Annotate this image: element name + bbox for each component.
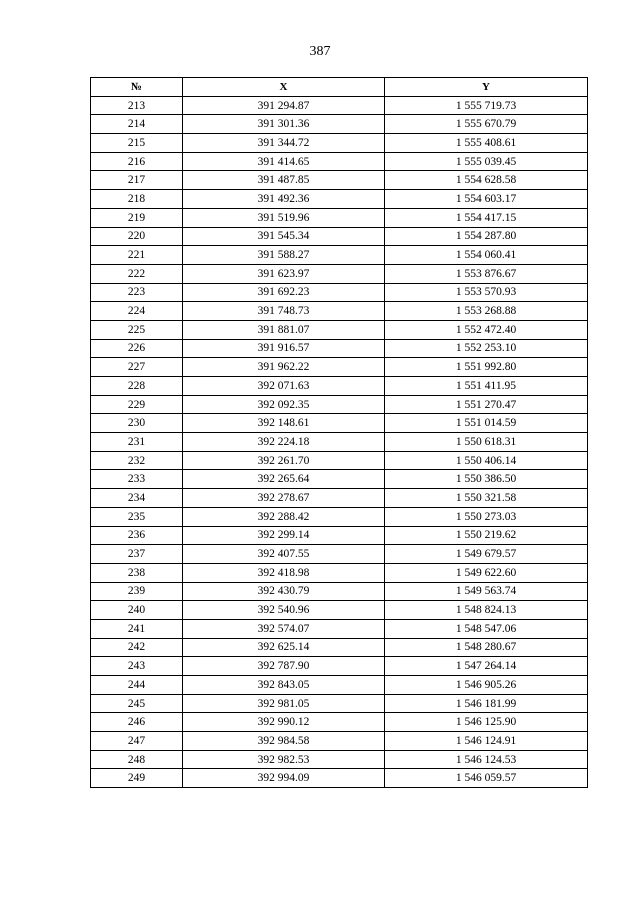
cell-x: 392 148.61 [183, 414, 385, 433]
table-row [91, 769, 588, 788]
table-row [91, 377, 588, 396]
cell-y: 1 546 905.26 [385, 676, 588, 695]
cell-number: 226 [91, 339, 183, 358]
table-row [91, 208, 588, 227]
cell-y: 1 547 264.14 [385, 657, 588, 676]
table-header [91, 78, 588, 97]
table-row [91, 171, 588, 190]
cell-x: 391 344.72 [183, 134, 385, 153]
table-row [91, 582, 588, 601]
cell-number: 249 [91, 769, 183, 788]
cell-x: 392 288.42 [183, 507, 385, 526]
cell-y: 1 551 992.80 [385, 358, 588, 377]
table-row [91, 134, 588, 153]
cell-x: 391 487.85 [183, 171, 385, 190]
cell-x: 391 301.36 [183, 115, 385, 134]
cell-y: 1 554 417.15 [385, 208, 588, 227]
cell-number: 240 [91, 601, 183, 620]
cell-x: 392 418.98 [183, 563, 385, 582]
cell-x: 392 430.79 [183, 582, 385, 601]
cell-number: 222 [91, 264, 183, 283]
cell-number: 236 [91, 526, 183, 545]
cell-x: 392 981.05 [183, 694, 385, 713]
cell-x: 392 224.18 [183, 433, 385, 452]
cell-y: 1 553 876.67 [385, 264, 588, 283]
cell-number: 214 [91, 115, 183, 134]
cell-x: 391 294.87 [183, 96, 385, 115]
cell-x: 392 625.14 [183, 638, 385, 657]
cell-y: 1 549 679.57 [385, 545, 588, 564]
cell-x: 392 299.14 [183, 526, 385, 545]
cell-x: 392 984.58 [183, 732, 385, 751]
cell-number: 242 [91, 638, 183, 657]
cell-y: 1 552 253.10 [385, 339, 588, 358]
table-row [91, 451, 588, 470]
table-row [91, 489, 588, 508]
table-row [91, 395, 588, 414]
table-row [91, 545, 588, 564]
cell-number: 215 [91, 134, 183, 153]
cell-number: 225 [91, 320, 183, 339]
cell-x: 392 982.53 [183, 750, 385, 769]
cell-number: 245 [91, 694, 183, 713]
header-x: X [183, 78, 385, 97]
table-row [91, 152, 588, 171]
cell-y: 1 551 270.47 [385, 395, 588, 414]
cell-y: 1 549 563.74 [385, 582, 588, 601]
cell-x: 392 407.55 [183, 545, 385, 564]
table-row [91, 657, 588, 676]
cell-x: 391 545.34 [183, 227, 385, 246]
cell-number: 213 [91, 96, 183, 115]
cell-y: 1 546 181.99 [385, 694, 588, 713]
cell-x: 391 623.97 [183, 264, 385, 283]
table-row [91, 264, 588, 283]
cell-number: 217 [91, 171, 183, 190]
cell-x: 391 519.96 [183, 208, 385, 227]
cell-y: 1 555 719.73 [385, 96, 588, 115]
table-row [91, 563, 588, 582]
cell-x: 392 843.05 [183, 676, 385, 695]
cell-number: 235 [91, 507, 183, 526]
cell-y: 1 550 219.62 [385, 526, 588, 545]
cell-y: 1 546 059.57 [385, 769, 588, 788]
cell-number: 234 [91, 489, 183, 508]
cell-y: 1 550 618.31 [385, 433, 588, 452]
cell-x: 392 071.63 [183, 377, 385, 396]
table-row [91, 601, 588, 620]
table-row [91, 732, 588, 751]
cell-x: 392 574.07 [183, 619, 385, 638]
cell-number: 239 [91, 582, 183, 601]
cell-number: 231 [91, 433, 183, 452]
cell-x: 391 492.36 [183, 190, 385, 209]
table-row [91, 96, 588, 115]
cell-x: 392 994.09 [183, 769, 385, 788]
cell-number: 248 [91, 750, 183, 769]
cell-number: 228 [91, 377, 183, 396]
cell-number: 219 [91, 208, 183, 227]
cell-y: 1 553 268.88 [385, 302, 588, 321]
table-row [91, 750, 588, 769]
cell-x: 392 540.96 [183, 601, 385, 620]
cell-x: 391 414.65 [183, 152, 385, 171]
cell-number: 230 [91, 414, 183, 433]
cell-y: 1 550 273.03 [385, 507, 588, 526]
cell-number: 247 [91, 732, 183, 751]
table-row [91, 619, 588, 638]
cell-number: 229 [91, 395, 183, 414]
cell-y: 1 550 321.58 [385, 489, 588, 508]
cell-number: 244 [91, 676, 183, 695]
cell-number: 216 [91, 152, 183, 171]
cell-x: 391 748.73 [183, 302, 385, 321]
table-row [91, 713, 588, 732]
cell-y: 1 553 570.93 [385, 283, 588, 302]
table-row [91, 638, 588, 657]
table-row [91, 283, 588, 302]
cell-number: 232 [91, 451, 183, 470]
cell-x: 391 916.57 [183, 339, 385, 358]
cell-number: 221 [91, 246, 183, 265]
cell-y: 1 555 039.45 [385, 152, 588, 171]
cell-y: 1 549 622.60 [385, 563, 588, 582]
cell-y: 1 555 408.61 [385, 134, 588, 153]
page-number: 387 [309, 44, 331, 59]
table-body [91, 96, 588, 787]
cell-number: 238 [91, 563, 183, 582]
cell-x: 391 881.07 [183, 320, 385, 339]
cell-x: 392 990.12 [183, 713, 385, 732]
cell-x: 391 692.23 [183, 283, 385, 302]
cell-y: 1 550 386.50 [385, 470, 588, 489]
table-row [91, 227, 588, 246]
cell-x: 392 261.70 [183, 451, 385, 470]
cell-number: 223 [91, 283, 183, 302]
cell-y: 1 548 824.13 [385, 601, 588, 620]
table-row [91, 339, 588, 358]
cell-x: 391 962.22 [183, 358, 385, 377]
header-y: Y [385, 78, 588, 97]
cell-x: 392 265.64 [183, 470, 385, 489]
table-row [91, 246, 588, 265]
cell-number: 243 [91, 657, 183, 676]
coordinates-table [90, 77, 588, 788]
cell-y: 1 554 603.17 [385, 190, 588, 209]
cell-y: 1 552 472.40 [385, 320, 588, 339]
table-row [91, 507, 588, 526]
cell-number: 246 [91, 713, 183, 732]
cell-y: 1 550 406.14 [385, 451, 588, 470]
cell-y: 1 546 124.53 [385, 750, 588, 769]
cell-y: 1 551 411.95 [385, 377, 588, 396]
table-row [91, 320, 588, 339]
cell-y: 1 548 547.06 [385, 619, 588, 638]
header-row [91, 78, 588, 97]
cell-x: 392 787.90 [183, 657, 385, 676]
cell-y: 1 546 125.90 [385, 713, 588, 732]
header-number: № [91, 78, 183, 97]
cell-number: 220 [91, 227, 183, 246]
cell-number: 241 [91, 619, 183, 638]
cell-y: 1 554 287.80 [385, 227, 588, 246]
cell-y: 1 554 628.58 [385, 171, 588, 190]
cell-x: 392 092.35 [183, 395, 385, 414]
cell-y: 1 548 280.67 [385, 638, 588, 657]
table-row [91, 526, 588, 545]
cell-x: 391 588.27 [183, 246, 385, 265]
cell-x: 392 278.67 [183, 489, 385, 508]
cell-number: 224 [91, 302, 183, 321]
cell-y: 1 554 060.41 [385, 246, 588, 265]
table-row [91, 694, 588, 713]
table-row [91, 433, 588, 452]
table-row [91, 676, 588, 695]
cell-y: 1 546 124.91 [385, 732, 588, 751]
table-row [91, 190, 588, 209]
cell-y: 1 555 670.79 [385, 115, 588, 134]
cell-number: 227 [91, 358, 183, 377]
cell-number: 218 [91, 190, 183, 209]
table-row [91, 115, 588, 134]
table-row [91, 302, 588, 321]
cell-number: 233 [91, 470, 183, 489]
cell-y: 1 551 014.59 [385, 414, 588, 433]
table-row [91, 470, 588, 489]
table-row [91, 414, 588, 433]
table-row [91, 358, 588, 377]
cell-number: 237 [91, 545, 183, 564]
